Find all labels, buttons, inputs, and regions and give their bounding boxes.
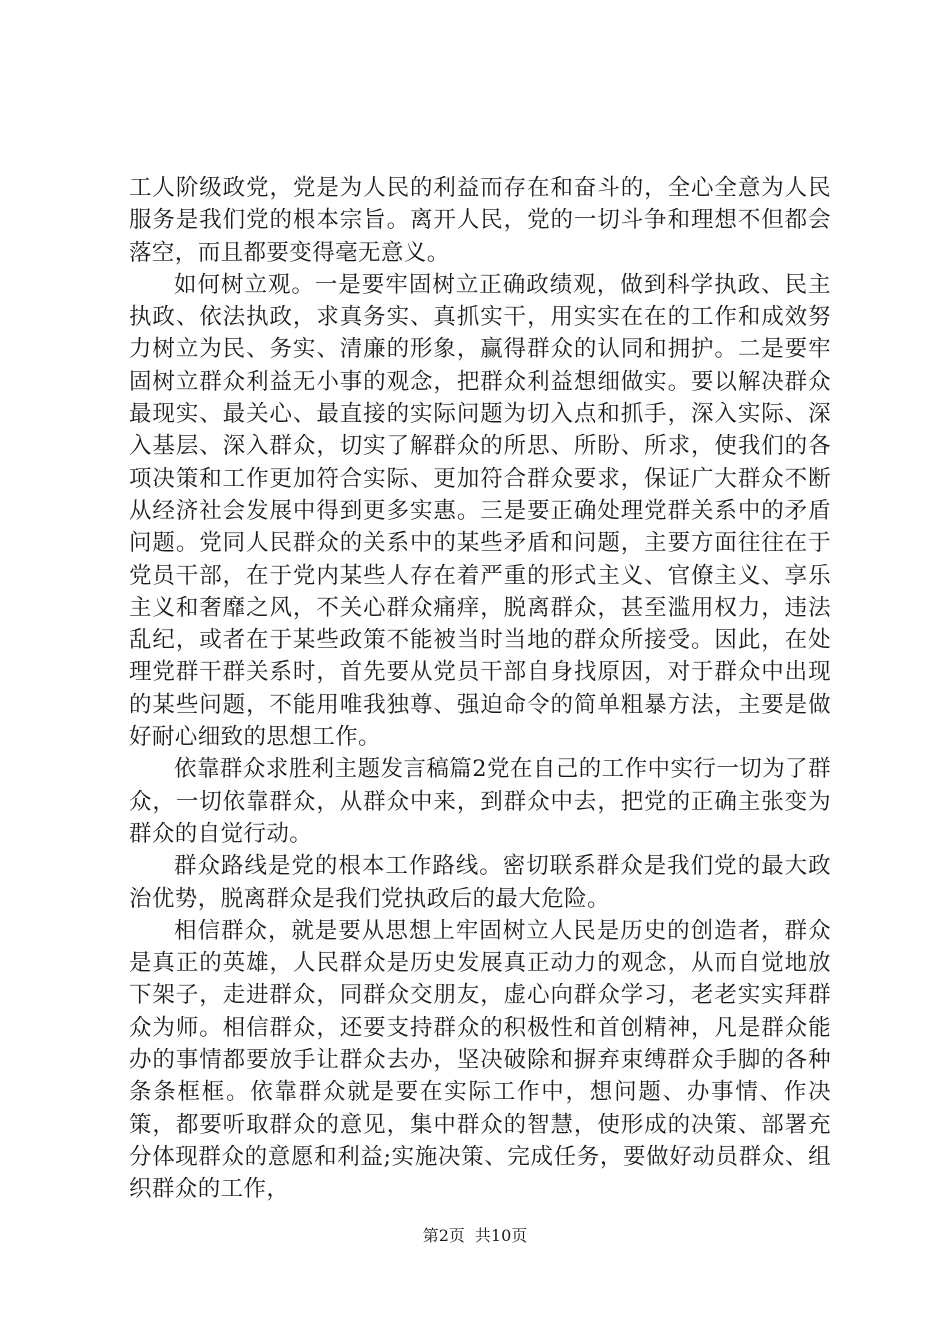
paragraph-5: 相信群众，就是要从思想上牢固树立人民是历史的创造者，群众是真正的英雄，人民群众是历史发展真正动力的观念，从而自觉地放下架子，走进群众，同群众交朋友，虚心向群众学习，老老实实拜群众为师。相信群众，还要支持群众的积极性和首创精神，凡是群众能办的事情都要放手让群众去办，坚决破除和摒弃束缚群众手脚的各种条条框框。依靠群众就是要在实际工作中，想问题、办事情、作决策，都要听取群众的意见，集中群众的智慧，使形成的决策、部署充分体现群众的意愿和利益;实施决策、完成任务，要做好动员群众、组织群众的工作，: [129, 917, 831, 1203]
page-total: 共10页: [474, 1226, 528, 1245]
paragraph-3: 依靠群众求胜利主题发言稿篇2党在自己的工作中实行一切为了群众，一切依靠群众，从群众中来，到群众中去，把党的正确主张变为群众的自觉行动。: [129, 756, 831, 847]
document-body: [129, 172, 831, 1206]
paragraph-1: 工人阶级政党，党是为人民的利益而存在和奋斗的，全心全意为人民服务是我们党的根本宗旨。离开人民，党的一切斗争和理想不但都会落空，而且都要变得毫无意义。: [129, 175, 831, 266]
page-footer: [0, 1226, 950, 1246]
paragraph-4: 群众路线是党的根本工作路线。密切联系群众是我们党的最大政治优势，脱离群众是我们党执政后的最大危险。: [129, 853, 831, 912]
page-number: 第2页: [422, 1226, 465, 1245]
paragraph-2: 如何树立观。一是要牢固树立正确政绩观，做到科学执政、民主执政、依法执政，求真务实、真抓实干，用实实在在的工作和成效努力树立为民、务实、清廉的形象，赢得群众的认同和拥护。二是要牢固树立群众利益无小事的观念，把群众利益想细做实。要以解决群众最现实、最关心、最直接的实际问题为切入点和抓手，深入实际、深入基层、深入群众，切实了解群众的所思、所盼、所求，使我们的各项决策和工作更加符合实际、更加符合群众要求，保证广大群众不断从经济社会发展中得到更多实惠。三是要正确处理党群关系中的矛盾问题。党同人民群众的关系中的某些矛盾和问题，主要方面往往在于党员干部，在于党内某些人存在着严重的形式主义、官僚主义、享乐主义和奢靡之风，不关心群众痛痒，脱离群众，甚至滥用权力，违法乱纪，或者在于某些政策不能被当时当地的群众所接受。因此，在处理党群干群关系时，首先要从党员干部自身找原因，对于群众中出现的某些问题，不能用唯我独尊、强迫命令的简单粗暴方法，主要是做好耐心细致的思想工作。: [129, 271, 831, 751]
